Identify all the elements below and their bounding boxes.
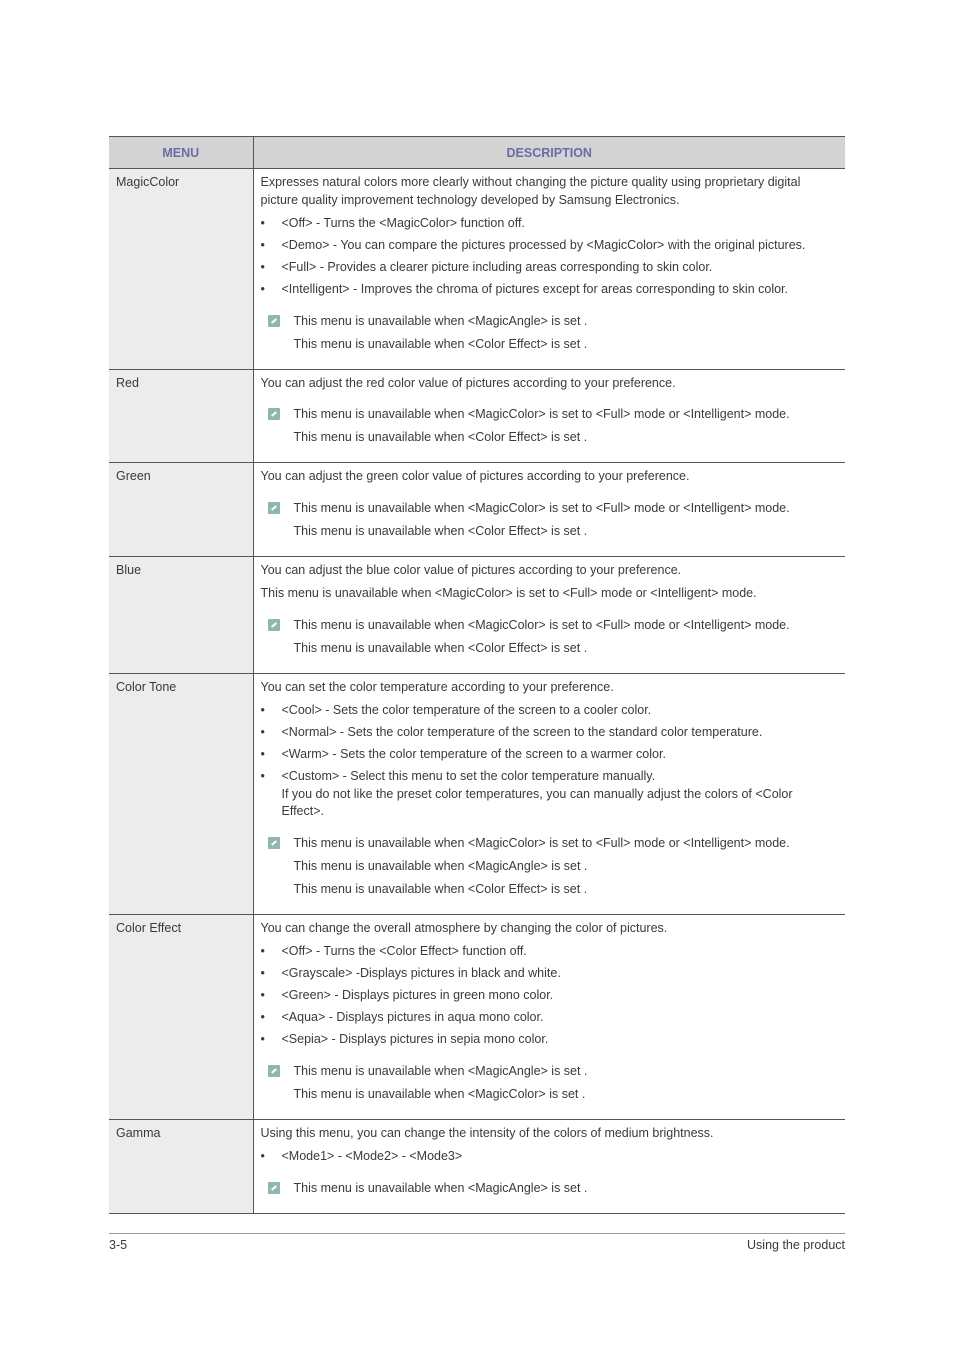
description-text: This menu is unavailable when <MagicColor> is set to <Full> mode or <Intelligent> mode. — [260, 586, 757, 600]
note-text: This menu is unavailable when <Color Effect> is set . — [293, 430, 588, 444]
note — [261, 1086, 839, 1104]
section-title: Using the product — [747, 1238, 845, 1252]
option-text: <Grayscale> -Displays pictures in black and white. — [281, 966, 561, 980]
menu-name: Gamma — [109, 1119, 253, 1213]
option-text: <Sepia> - Displays pictures in sepia mono color. — [281, 1032, 549, 1046]
bullet: • — [260, 966, 265, 980]
description-cell — [253, 369, 845, 463]
header-menu: MENU — [109, 137, 253, 169]
list-item — [261, 237, 839, 255]
note-pencil-icon — [268, 502, 280, 514]
option-list — [261, 943, 839, 1049]
bullet: • — [260, 1010, 265, 1024]
note-pencil-icon — [268, 408, 280, 420]
footer-divider — [109, 1233, 845, 1234]
table-header-row — [109, 137, 845, 169]
menu-name: Blue — [109, 556, 253, 673]
table-row — [109, 556, 845, 673]
note-text: This menu is unavailable when <Color Effect> is set . — [293, 523, 588, 538]
option-text: <Demo> - You can compare the pictures processed by <MagicColor> with the original pictures. — [281, 238, 806, 252]
option-text: <Mode1> - <Mode2> - <Mode3> — [281, 1149, 463, 1163]
description-text: Expresses natural colors more clearly without changing the picture quality using proprietary digital picture quality improvement technology developed by Samsung Electronics. — [260, 175, 801, 207]
bullet: • — [260, 260, 265, 274]
note — [261, 1180, 839, 1198]
option-text: <Off> - Turns the <Color Effect> function off. — [281, 944, 527, 958]
description-cell — [253, 914, 845, 1119]
note — [261, 617, 839, 635]
note-block — [261, 1063, 839, 1119]
bullet: • — [260, 282, 265, 296]
note-text: This menu is unavailable when <MagicColor> is set to <Full> mode or <Intelligent> mode. — [293, 500, 790, 515]
note — [261, 336, 839, 354]
bullet: • — [260, 1032, 265, 1046]
table-row — [109, 463, 845, 557]
note — [261, 858, 839, 876]
list-item — [261, 1009, 839, 1027]
bullet: • — [260, 769, 265, 783]
list-item — [261, 1031, 839, 1049]
note-text: This menu is unavailable when <Color Effect> is set . — [293, 336, 588, 351]
list-item — [261, 768, 839, 821]
description-text: Using this menu, you can change the intensity of the colors of medium brightness. — [260, 1125, 714, 1140]
note-pencil-icon — [268, 837, 280, 849]
note-pencil-icon — [268, 315, 280, 327]
menu-description-table — [109, 136, 845, 1214]
list-item — [261, 965, 839, 983]
bullet: • — [260, 944, 265, 958]
bullet: • — [260, 703, 265, 717]
description-text: You can adjust the green color value of pictures according to your preference. — [260, 469, 690, 483]
option-text: <Off> - Turns the <MagicColor> function off. — [281, 216, 525, 230]
bullet: • — [260, 988, 265, 1002]
note — [261, 406, 839, 424]
option-text: <Full> - Provides a clearer picture including areas corresponding to skin color. — [281, 260, 713, 274]
note — [261, 429, 839, 447]
note-block — [261, 617, 839, 673]
note-block — [261, 1180, 839, 1213]
note — [261, 835, 839, 853]
note-block — [261, 313, 839, 369]
option-text: <Aqua> - Displays pictures in aqua mono color. — [281, 1010, 544, 1024]
description-cell — [253, 1119, 845, 1213]
note — [261, 1063, 839, 1081]
note-pencil-icon — [268, 1182, 280, 1194]
note — [261, 313, 839, 331]
note — [261, 500, 839, 518]
option-text: <Normal> - Sets the color temperature of the screen to the standard color temperature. — [281, 725, 763, 739]
list-item — [261, 1148, 839, 1166]
description-cell — [253, 463, 845, 557]
table-row — [109, 673, 845, 914]
bullet: • — [260, 216, 265, 230]
option-text: <Custom> - Select this menu to set the color temperature manually. — [281, 769, 656, 783]
note-text: This menu is unavailable when <MagicColor> is set . — [293, 1086, 586, 1101]
note-text: This menu is unavailable when <MagicAngle> is set . — [293, 1063, 588, 1078]
bullet: • — [260, 725, 265, 739]
description-cell — [253, 169, 845, 370]
list-item — [261, 259, 839, 277]
note-text: This menu is unavailable when <Color Effect> is set . — [293, 881, 588, 896]
note-text: This menu is unavailable when <MagicAngle> is set . — [293, 313, 588, 328]
list-item — [261, 746, 839, 764]
note-pencil-icon — [268, 619, 280, 631]
table-row — [109, 1119, 845, 1213]
option-text: <Cool> - Sets the color temperature of the screen to a cooler color. — [281, 703, 652, 717]
description-text: You can adjust the blue color value of pictures according to your preference. — [260, 562, 682, 577]
description-text: You can change the overall atmosphere by changing the color of pictures. — [260, 920, 668, 935]
note-pencil-icon — [268, 1065, 280, 1077]
menu-name: Color Effect — [109, 914, 253, 1119]
note-text: This menu is unavailable when <MagicColor> is set to <Full> mode or <Intelligent> mode. — [293, 407, 790, 421]
header-description: DESCRIPTION — [253, 137, 845, 169]
option-text: <Green> - Displays pictures in green mono color. — [281, 988, 554, 1002]
list-item — [261, 215, 839, 233]
description-cell — [253, 673, 845, 914]
description-text: You can adjust the red color value of pictures according to your preference. — [260, 375, 676, 390]
menu-name: Color Tone — [109, 673, 253, 914]
table-row — [109, 369, 845, 463]
option-list — [261, 702, 839, 821]
menu-name: Red — [109, 369, 253, 463]
list-item — [261, 987, 839, 1005]
note-text: This menu is unavailable when <MagicAngle> is set . — [293, 858, 588, 873]
note-text: This menu is unavailable when <MagicColor> is set to <Full> mode or <Intelligent> mode. — [293, 617, 790, 632]
list-item — [261, 724, 839, 742]
description-text: You can set the color temperature according to your preference. — [260, 679, 614, 694]
note — [261, 881, 839, 899]
description-cell — [253, 556, 845, 673]
bullet: • — [260, 238, 265, 252]
table-row — [109, 169, 845, 370]
bullet: • — [260, 747, 265, 761]
option-text: <Intelligent> - Improves the chroma of pictures except for areas corresponding to skin color. — [281, 282, 789, 296]
note-text: This menu is unavailable when <Color Effect> is set . — [293, 640, 588, 655]
note-text: This menu is unavailable when <MagicColor> is set to <Full> mode or <Intelligent> mode. — [293, 835, 790, 850]
option-list — [261, 1148, 839, 1166]
table-row — [109, 914, 845, 1119]
note-block — [261, 835, 839, 914]
bullet: • — [260, 1149, 265, 1163]
note-text: This menu is unavailable when <MagicAngle> is set . — [293, 1180, 588, 1195]
list-item — [261, 281, 839, 299]
option-list — [261, 215, 839, 299]
option-extra-text: If you do not like the preset color temperatures, you can manually adjust the colors of <Color Effect>. — [281, 786, 793, 818]
option-text: <Warm> - Sets the color temperature of the screen to a warmer color. — [281, 747, 666, 761]
page-number: 3-5 — [109, 1238, 128, 1252]
menu-name: MagicColor — [109, 169, 253, 370]
list-item — [261, 702, 839, 720]
note-block — [261, 500, 839, 556]
menu-name: Green — [109, 463, 253, 557]
note — [261, 640, 839, 658]
note-block — [261, 406, 839, 462]
list-item — [261, 943, 839, 961]
note — [261, 523, 839, 541]
